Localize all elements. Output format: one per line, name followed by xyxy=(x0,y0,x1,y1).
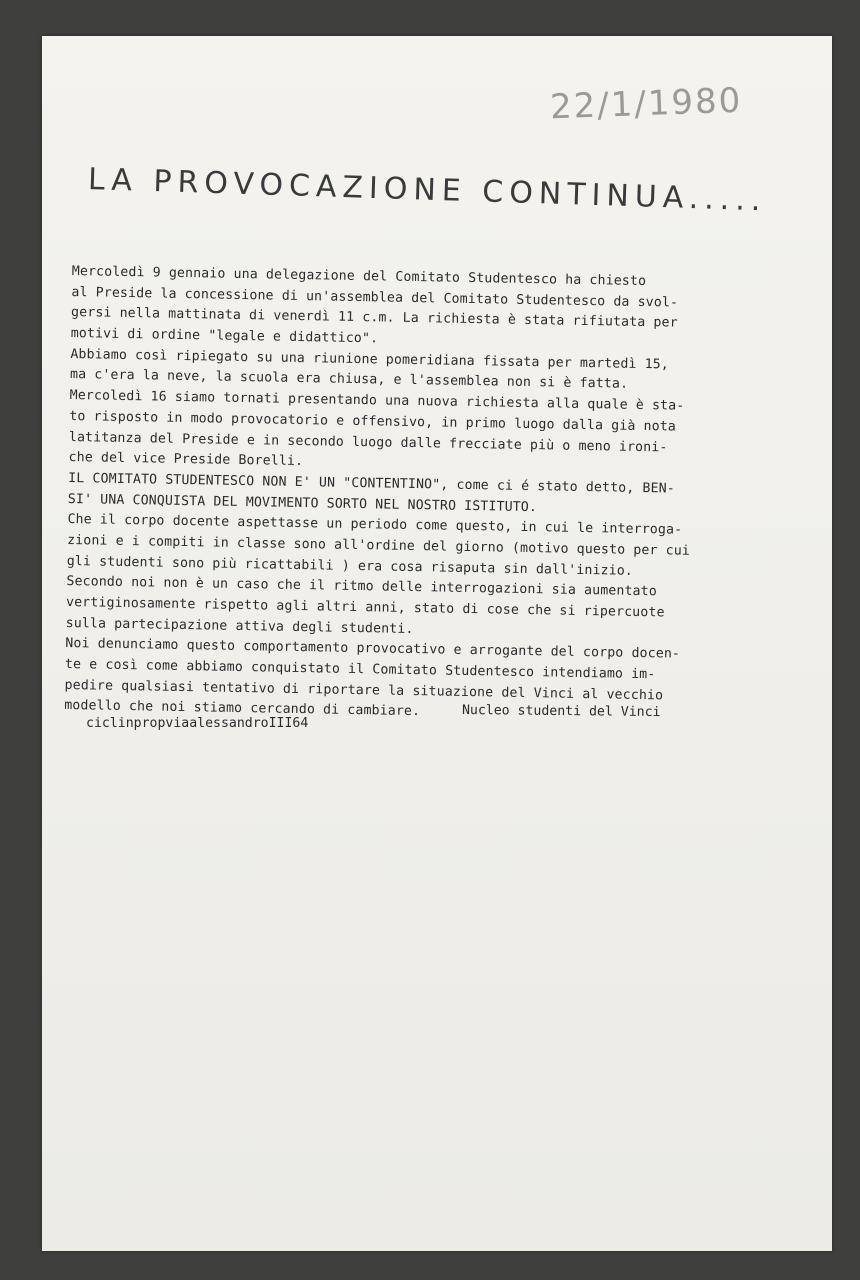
signature: Nucleo studenti del Vinci xyxy=(461,702,661,721)
body-line: SI' UNA CONQUISTA DEL MOVIMENTO SORTO NEL NOSTRO ISTITUTO. xyxy=(67,491,538,515)
headline: LA PROVOCAZIONE CONTINUA..... xyxy=(87,162,767,219)
body-line: zioni e i compiti in classe sono all'ordine del giorno (motivo questo per cui xyxy=(67,532,691,559)
body-text xyxy=(64,262,812,730)
body-line: Abbiamo così ripiegato su una riunione pomeridiana fissata per martedì 15, xyxy=(70,346,670,373)
body-line: te e così come abbiamo conquistato il Comitato Studentesco intendiamo im- xyxy=(64,657,656,683)
handwritten-date: 22/1/1980 xyxy=(549,80,743,128)
body-line: pedire qualsiasi tentativo di riportare la situazione del Vinci al vecchio xyxy=(64,677,664,704)
body-line: Secondo noi non è un caso che il ritmo delle interrogazioni sia aumentato xyxy=(66,574,658,600)
body-line: ma c'era la neve, la scuola era chiusa, e l'assemblea non si è fatta. xyxy=(69,367,629,393)
body-line: latitanza del Preside e in secondo luogo dalle frecciate più o meno ironi- xyxy=(68,429,668,455)
body-line: Noi denunciamo questo comportamento provocativo e arrogante del corpo docen- xyxy=(65,636,681,663)
body-line: che del vice Preside Borelli. xyxy=(68,450,304,470)
print-code: ciclinpropviaalessandroIII64 xyxy=(86,716,309,731)
body-line: vertiginosamente rispetto agli altri anni, stato di cose che si ripercuote xyxy=(65,594,665,621)
body-line: gli studenti sono più ricattabili ) era cosa risaputa sin dall'inizio. xyxy=(66,553,634,579)
body-line: Mercoledì 9 gennaio una delegazione del Comitato Studentesco ha chiesto xyxy=(71,263,647,290)
body-line: modello che noi stiamo cercando di cambiare. xyxy=(64,698,421,720)
body-line: Che il corpo docente aspettasse un periodo come questo, in cui le interroga- xyxy=(67,512,683,538)
body-line: Mercoledì 16 siamo tornati presentando una nuova richiesta alla quale è sta- xyxy=(69,388,685,414)
body-line: IL COMITATO STUDENTESCO NON E' UN "CONTENTINO", come ci é stato detto, BEN- xyxy=(68,470,675,497)
body-line: gersi nella mattinata di venerdì 11 c.m. La richiesta è stata rifiutata per xyxy=(70,305,678,331)
body-line: al Preside la concessione di un'assemblea del Comitato Studentesco da svol- xyxy=(71,284,679,311)
document-sheet xyxy=(42,36,832,1251)
body-line: motivi di ordine "legale e didattico". xyxy=(70,326,379,347)
body-line: sulla partecipazione attiva degli studenti. xyxy=(65,615,414,637)
body-line: to risposto in modo provocatorio e offensivo, in primo luogo dalla già nota xyxy=(69,408,677,435)
